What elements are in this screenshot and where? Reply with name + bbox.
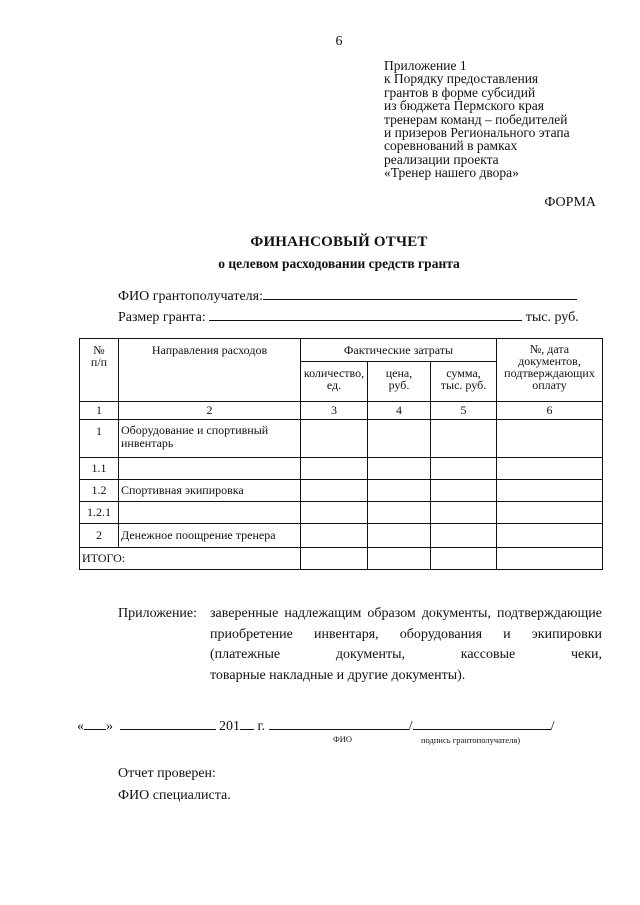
- cell-sum[interactable]: [431, 502, 497, 524]
- row-num: 1: [80, 420, 119, 458]
- date-year-blank[interactable]: [240, 716, 254, 730]
- cell-quantity[interactable]: [301, 420, 368, 458]
- report-checked-label: Отчет проверен:: [118, 766, 216, 781]
- appendix-line: грантов в форме субсидий: [384, 84, 536, 100]
- fio-field-row: [118, 286, 577, 305]
- grant-field-row: [118, 307, 579, 326]
- grant-blank-line[interactable]: [209, 307, 522, 321]
- appendix-line: и призеров Регионального этапа: [384, 125, 570, 141]
- form-label: ФОРМА: [544, 195, 596, 210]
- cell-sum[interactable]: [431, 480, 497, 502]
- row-name: Оборудование и спортивный инвентарь: [119, 420, 301, 458]
- appendix-line: Приложение 1: [384, 58, 467, 73]
- col-number: 1: [80, 402, 119, 420]
- appendix-note-label: Приложение:: [118, 606, 198, 621]
- col-number: 4: [368, 402, 431, 420]
- col-number: 5: [431, 402, 497, 420]
- appendix-line: «Тренер нашего двора»: [384, 165, 519, 181]
- grant-unit: тыс. руб.: [525, 310, 579, 325]
- date-month-blank[interactable]: [120, 716, 216, 730]
- fio-signature-blank[interactable]: [269, 716, 409, 730]
- date-day-blank[interactable]: [84, 716, 106, 730]
- cell-price[interactable]: [368, 458, 431, 480]
- cell-quantity[interactable]: [301, 480, 368, 502]
- header-sum: сумма, тыс. руб.: [431, 362, 497, 402]
- appendix-note: [118, 604, 602, 686]
- row-num: 1.2.1: [80, 502, 119, 524]
- signature-blank[interactable]: [413, 716, 551, 730]
- total-label: ИТОГО:: [80, 548, 301, 570]
- col-number: 3: [301, 402, 368, 420]
- cell-sum[interactable]: [431, 458, 497, 480]
- row-num: 2: [80, 524, 119, 548]
- total-sum[interactable]: [431, 548, 497, 570]
- row-num: 1.2: [80, 480, 119, 502]
- grant-label: Размер гранта:: [118, 310, 206, 325]
- cell-quantity[interactable]: [301, 524, 368, 548]
- row-name: Денежное поощрение тренера: [119, 524, 301, 548]
- appendix-note-text: заверенные надлежащим образом документы, подтверждающие приобретение инвентаря, оборудования и экипировки (платежные документы, кассовые чеки,: [210, 606, 602, 662]
- col-number: 6: [497, 402, 603, 420]
- cell-quantity[interactable]: [301, 502, 368, 524]
- expense-table: [79, 338, 603, 570]
- header-num: № п/п: [80, 339, 119, 402]
- cell-quantity[interactable]: [301, 458, 368, 480]
- row-num: 1.1: [80, 458, 119, 480]
- total-row: [80, 548, 603, 570]
- cell-sum[interactable]: [431, 524, 497, 548]
- cell-docs[interactable]: [497, 502, 603, 524]
- appendix-line: соревнований в рамках: [384, 138, 518, 154]
- cell-docs[interactable]: [497, 524, 603, 548]
- cell-price[interactable]: [368, 420, 431, 458]
- header-direction: Направления расходов: [119, 339, 301, 402]
- date-close-quote: »: [106, 719, 113, 734]
- cell-docs[interactable]: [497, 420, 603, 458]
- table-row: [80, 524, 603, 548]
- date-year-suffix: г.: [257, 719, 266, 734]
- row-name: Спортивная экипировка: [119, 480, 301, 502]
- header-docs: №, дата документов, подтверждающих оплату: [497, 339, 603, 402]
- document-title: ФИНАНСОВЫЙ ОТЧЕТ: [250, 234, 428, 250]
- separator-slash: /: [550, 719, 555, 734]
- appendix-line: из бюджета Пермского края: [384, 98, 544, 114]
- row-name[interactable]: [119, 502, 301, 524]
- col-number: 2: [119, 402, 301, 420]
- cell-price[interactable]: [368, 524, 431, 548]
- separator-slash: /: [408, 719, 413, 734]
- total-price[interactable]: [368, 548, 431, 570]
- signature-line: [77, 716, 554, 735]
- fio-blank-line[interactable]: [263, 286, 577, 300]
- fio-caption: ФИО: [333, 734, 352, 744]
- total-docs[interactable]: [497, 548, 603, 570]
- header-price: цена, руб.: [368, 362, 431, 402]
- cell-docs[interactable]: [497, 458, 603, 480]
- table-row: [80, 420, 603, 458]
- table-row: [80, 502, 603, 524]
- row-name[interactable]: [119, 458, 301, 480]
- appendix-note-text-last: товарные накладные и другие документы).: [210, 667, 466, 683]
- table-row: [80, 480, 603, 502]
- appendix-line: тренерам команд – победителей: [384, 111, 568, 127]
- header-actual-costs: Фактические затраты: [301, 339, 497, 362]
- cell-price[interactable]: [368, 502, 431, 524]
- cell-price[interactable]: [368, 480, 431, 502]
- specialist-fio-label: ФИО специалиста.: [118, 788, 231, 803]
- cell-docs[interactable]: [497, 480, 603, 502]
- appendix-line: реализации проекта: [384, 151, 499, 167]
- page-number: 6: [335, 34, 343, 49]
- column-numbers-row: [80, 402, 603, 420]
- table-row: [80, 458, 603, 480]
- total-quantity[interactable]: [301, 548, 368, 570]
- signature-caption: подпись грантополучателя): [421, 735, 521, 745]
- fio-label: ФИО грантополучателя:: [118, 289, 263, 304]
- appendix-reference: [384, 59, 624, 180]
- cell-sum[interactable]: [431, 420, 497, 458]
- appendix-line: к Порядку предоставления: [384, 71, 539, 87]
- date-year: 201: [219, 719, 240, 734]
- header-quantity: количество, ед.: [301, 362, 368, 402]
- date-open-quote: «: [77, 719, 84, 734]
- document-subtitle: о целевом расходовании средств гранта: [218, 256, 460, 271]
